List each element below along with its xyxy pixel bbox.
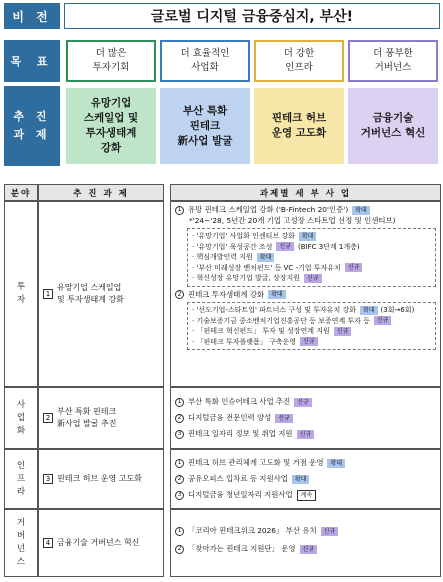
item-text: 「찾아가는 핀테크 지원단」 운영 [188,544,296,553]
list-item [175,394,436,410]
badge-expand: 확대 [268,290,286,299]
badge-new: 신규 [345,263,363,272]
section-title: 유망 핀테크 스케일업 강화 ('B-Fintech 20'인증') [188,205,349,214]
goals-label: 목 표 [4,40,60,82]
item-text: 디지털금융 청년일자리 지원사업 [188,490,293,499]
item-text: · '부산 미래성장 벤처펀드' 등 VC -기업 투자유치 [192,263,341,272]
vision-row [4,3,440,29]
goal-text-2: 더 효율적인 사업화 [180,48,230,73]
badge-new: 신규 [297,430,315,439]
area-cell-3: 인 프 라 [4,449,38,509]
list-item [192,316,431,327]
task-number-3: 3 [43,474,53,484]
list-item [175,455,436,471]
badge-new: 신규 [374,316,392,325]
item-text: 디지털금융 전문인력 양성 [188,413,272,422]
list-item [192,242,431,253]
goal-box-2 [160,40,250,82]
badge-continue: 계속 [297,490,317,501]
goal-text-4: 더 풍부한 거버넌스 [373,48,413,73]
section-title: 핀테크 투자생태계 강화 [188,289,265,299]
task-number-2: 2 [43,413,53,423]
item-text: · '유망기업' 사업화 인센티브 강화 [192,232,295,240]
item-text: 핀테크 허브 관리체계 고도화 및 거점 운영 [188,458,324,467]
task-box-3 [254,88,344,164]
section-title-line [175,205,436,216]
task-box-4 [348,88,438,164]
task-text-3: 핀테크 허브 운영 고도화 [271,112,327,139]
list-item [175,522,436,540]
goal-text-3: 더 강한 인프라 [283,48,315,73]
task-cell-3 [38,449,164,509]
task-box-2 [160,88,250,164]
list-item [192,305,431,316]
goal-text-1: 더 많은 투자기회 [92,48,130,73]
badge-new: 신규 [276,242,294,251]
badge-expand: 확대 [257,253,275,262]
badge-new: 신규 [304,274,322,283]
dashed-item-box [187,302,436,350]
item-text: 핀테크 일자리 정보 및 취업 지원 [188,429,293,438]
circled-number: 3 [175,430,184,439]
item-text: · 기술보증기금 중소벤처기업진흥공단 등 보증연계 투자 등 [192,316,370,325]
item-text: 공유오피스 입차료 등 지원사업 [188,474,288,483]
list-item [192,231,431,242]
list-item [175,540,436,558]
item-text: · 「핀테크 혁신펀드」 투자 및 성장연계 지원 [192,327,330,335]
dashed-item-box [187,228,436,287]
goal-box-3 [254,40,344,82]
badge-new: 신규 [334,327,352,336]
badge-expand: 확대 [327,459,345,468]
list-item [192,326,431,337]
item-text: 부산 특화 인슈어테크 사업 추진 [188,397,291,406]
header-projects: 과제별 세 부 사 업 [170,184,441,201]
badge-expand: 확대 [299,232,317,241]
area-cell-2: 사 업 화 [4,387,38,449]
tasks-label: 추 진 과 제 [4,86,60,166]
task-cell-1 [38,201,164,387]
task-name-3: 핀테크 허브 운영 고도화 [57,474,142,483]
list-item [175,487,436,503]
task-cell-4 [38,509,164,577]
circled-number: 2 [175,475,184,484]
projects-cell-1 [170,201,441,387]
section-title-line [175,290,436,301]
goal-box-1 [66,40,156,82]
circled-number: 3 [175,491,184,500]
item-text: · '유망기업' 육성공간 조성 [192,242,273,251]
badge-new: 신규 [300,337,318,346]
task-text-2: 부산 특화 핀테크 新사업 발굴 [177,104,233,147]
badge-expand: 확대 [352,206,370,215]
list-item [192,263,431,274]
item-tail: (3회→6회) [380,306,415,314]
circled-number: 1 [175,527,184,536]
circled-number: 2 [175,545,184,554]
circled-number: 1 [175,459,184,468]
badge-expand: 확대 [292,475,310,484]
task-name-1: 유망기업 스케일업 및 투자생태계 강화 [57,283,124,304]
goal-box-4 [348,40,438,82]
task-cell-2 [38,387,164,449]
task-name-2: 부산 특화 핀테크 新사업 발굴 추진 [57,407,117,428]
badge-new: 신규 [275,414,293,423]
item-text: 「코리아 핀테크위크 2026」 부산 유치 [188,526,317,535]
task-number-4: 4 [43,538,53,548]
header-task: 추 진 과 제 [38,184,164,201]
circled-number: 1 [175,398,184,407]
badge-expand: 확대 [360,306,378,315]
area-cell-4: 거 버 넌 스 [4,509,38,577]
header-area: 분야 [4,184,38,201]
list-item [192,337,431,348]
task-box-1 [66,88,156,164]
list-item [175,471,436,487]
projects-cell-3 [170,449,441,509]
task-name-4: 금융기술 거버넌스 혁신 [57,538,140,547]
list-item [175,426,436,442]
circled-number: 2 [175,290,184,299]
circled-number: 2 [175,414,184,423]
list-item [175,410,436,426]
list-item [192,273,431,284]
item-text: · 핵심개발인력 지원 [192,253,253,261]
vision-statement: 글로벌 디지털 금융중심지, 부산! [64,3,440,29]
goals-row [4,40,440,82]
item-text: · 「핀테크 투자플랫폼」 구축운영 [192,337,297,346]
badge-new: 신규 [300,545,318,554]
badge-new: 신규 [294,398,312,407]
projects-cell-4 [170,509,441,577]
projects-table [4,184,441,578]
projects-cell-2 [170,387,441,449]
task-text-1: 유망기업 스케일업 및 투자생태계 강화 [83,97,139,154]
tasks-row [4,86,440,166]
item-text: · 혁신성장 유망기업 발굴, 상장지원 [192,274,301,282]
section-note: *'24~'28, 5년간 20개 기업 고성장 스타트업 선정 및 인센티브) [189,215,396,225]
circled-number: 1 [175,206,184,215]
item-tail: (BIFC 3단계 1개층) [297,242,360,251]
item-text: · '선도기업-스타트업' 파트너스 구성 및 투자유치 강화 [192,306,356,314]
area-cell-1: 투 자 [4,201,38,387]
badge-new: 신규 [321,527,339,536]
task-text-4: 금융기술 거버넌스 혁신 [360,112,426,139]
vision-label: 비 전 [4,3,60,29]
list-item [192,252,431,263]
task-number-1: 1 [43,289,53,299]
